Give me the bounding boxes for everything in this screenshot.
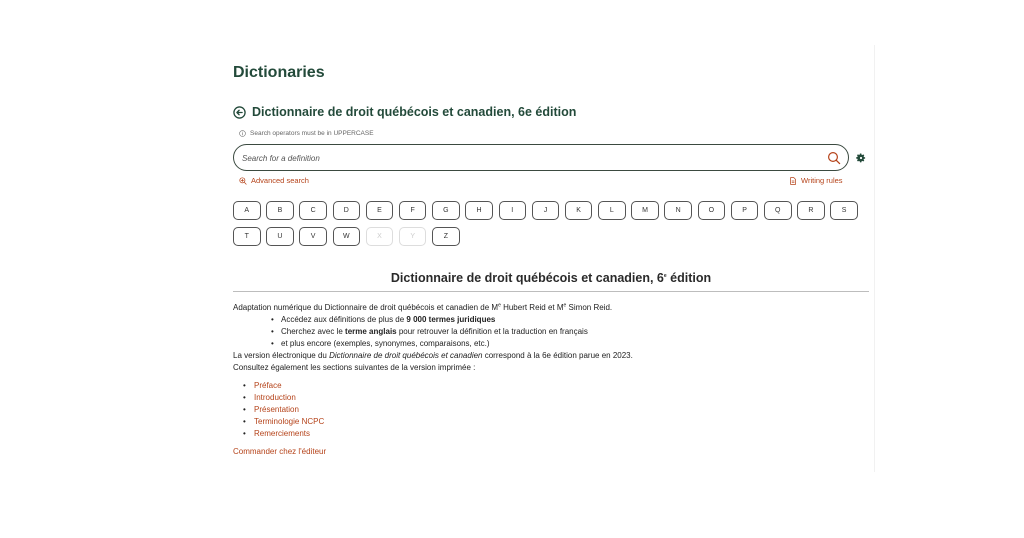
search-box <box>233 144 849 171</box>
letter-button-p[interactable]: P <box>731 201 759 220</box>
dictionary-title: Dictionnaire de droit québécois et canadien, 6e édition <box>252 105 577 119</box>
feature-item <box>271 314 869 326</box>
link-introduction[interactable]: Introduction <box>254 393 296 402</box>
info-icon <box>239 130 246 137</box>
link-terminologie-ncpc[interactable]: Terminologie NCPC <box>254 417 325 426</box>
section-heading-sup: e <box>663 272 667 279</box>
link-item <box>243 392 869 404</box>
order-from-publisher-link[interactable]: Commander chez l'éditeur <box>233 447 327 456</box>
letter-button-z[interactable]: Z <box>432 227 460 246</box>
dictionary-title-row <box>233 103 576 121</box>
advanced-search-label[interactable]: Advanced search <box>251 176 309 185</box>
alphabet-index <box>233 201 873 253</box>
section-heading <box>233 271 869 285</box>
page-title: Dictionaries <box>233 64 325 81</box>
feature-text-tail: pour retrouver la définition et la traduction en français <box>396 327 588 336</box>
feature-text: Accédez aux définitions de plus de <box>281 315 407 324</box>
feature-text: et plus encore (exemples, synonymes, comparaisons, etc.) <box>281 339 490 348</box>
letter-button-h[interactable]: H <box>465 201 493 220</box>
letter-button-w[interactable]: W <box>333 227 361 246</box>
letter-button-s[interactable]: S <box>830 201 858 220</box>
search-hint-text: Search operators must be in UPPERCASE <box>250 130 374 137</box>
letter-button-f[interactable]: F <box>399 201 427 220</box>
gear-icon[interactable] <box>856 153 866 163</box>
writing-rules-label[interactable]: Writing rules <box>801 176 843 185</box>
letter-button-l[interactable]: L <box>598 201 626 220</box>
letter-button-i[interactable]: I <box>499 201 527 220</box>
alphabet-row-1 <box>233 201 873 220</box>
section-heading-tail: édition <box>666 271 712 285</box>
edition-text-1: La version électronique du <box>233 351 330 360</box>
letter-button-d[interactable]: D <box>333 201 361 220</box>
letter-button-t[interactable]: T <box>233 227 261 246</box>
link-item <box>243 404 869 416</box>
letter-button-n[interactable]: N <box>664 201 692 220</box>
sections-link-list <box>243 380 869 440</box>
letter-button-r[interactable]: R <box>797 201 825 220</box>
advanced-search-link[interactable] <box>239 176 309 185</box>
intro-text-3: Simon Reid. <box>566 303 613 312</box>
intro-sup-1: e <box>498 302 501 309</box>
arrow-left-circle-icon[interactable] <box>233 106 246 119</box>
section-divider <box>233 291 869 292</box>
intro-paragraph <box>233 302 869 314</box>
letter-button-j[interactable]: J <box>532 201 560 220</box>
letter-button-v[interactable]: V <box>299 227 327 246</box>
intro-text-1: Adaptation numérique du Dictionnaire de droit québécois et canadien de M <box>233 303 499 312</box>
feature-bold: terme anglais <box>345 327 397 336</box>
intro-text-2: Hubert Reid et M <box>500 303 564 312</box>
intro-sup-2: e <box>563 302 567 309</box>
sections-intro: Consultez également les sections suivantes de la version imprimée : <box>233 363 476 372</box>
link-preface[interactable]: Préface <box>254 381 282 390</box>
edition-title-italic: Dictionnaire de droit québécois et canadien <box>329 351 483 360</box>
description-body <box>233 302 869 458</box>
zoom-in-icon <box>239 177 247 185</box>
letter-button-m[interactable]: M <box>631 201 659 220</box>
letter-button-g[interactable]: G <box>432 201 460 220</box>
link-item <box>243 380 869 392</box>
feature-item <box>271 326 869 338</box>
link-presentation[interactable]: Présentation <box>254 405 299 414</box>
letter-button-a[interactable]: A <box>233 201 261 220</box>
writing-rules-link[interactable] <box>789 176 843 185</box>
feature-item <box>271 338 869 350</box>
feature-text: Cherchez avec le <box>281 327 346 336</box>
search-input[interactable] <box>242 149 812 167</box>
feature-bold: 9 000 termes juridiques <box>406 315 496 324</box>
section-heading-text: Dictionnaire de droit québécois et canadien, 6 <box>390 271 664 285</box>
letter-button-b[interactable]: B <box>266 201 294 220</box>
letter-button-o[interactable]: O <box>698 201 726 220</box>
edition-text-2: correspond à la 6e édition parue en 2023. <box>482 351 633 360</box>
link-item <box>243 416 869 428</box>
letter-button-e[interactable]: E <box>366 201 394 220</box>
search-icon[interactable] <box>827 151 841 165</box>
edition-paragraph <box>233 350 869 362</box>
letter-button-y: Y <box>399 227 427 246</box>
feature-list <box>271 314 869 350</box>
letter-button-q[interactable]: Q <box>764 201 792 220</box>
letter-button-k[interactable]: K <box>565 201 593 220</box>
letter-button-u[interactable]: U <box>266 227 294 246</box>
document-icon <box>789 177 797 185</box>
letter-button-c[interactable]: C <box>299 201 327 220</box>
link-remerciements[interactable]: Remerciements <box>254 429 311 438</box>
alphabet-row-2 <box>233 227 873 246</box>
letter-button-x: X <box>366 227 394 246</box>
search-hint <box>239 130 374 137</box>
link-item <box>243 428 869 440</box>
